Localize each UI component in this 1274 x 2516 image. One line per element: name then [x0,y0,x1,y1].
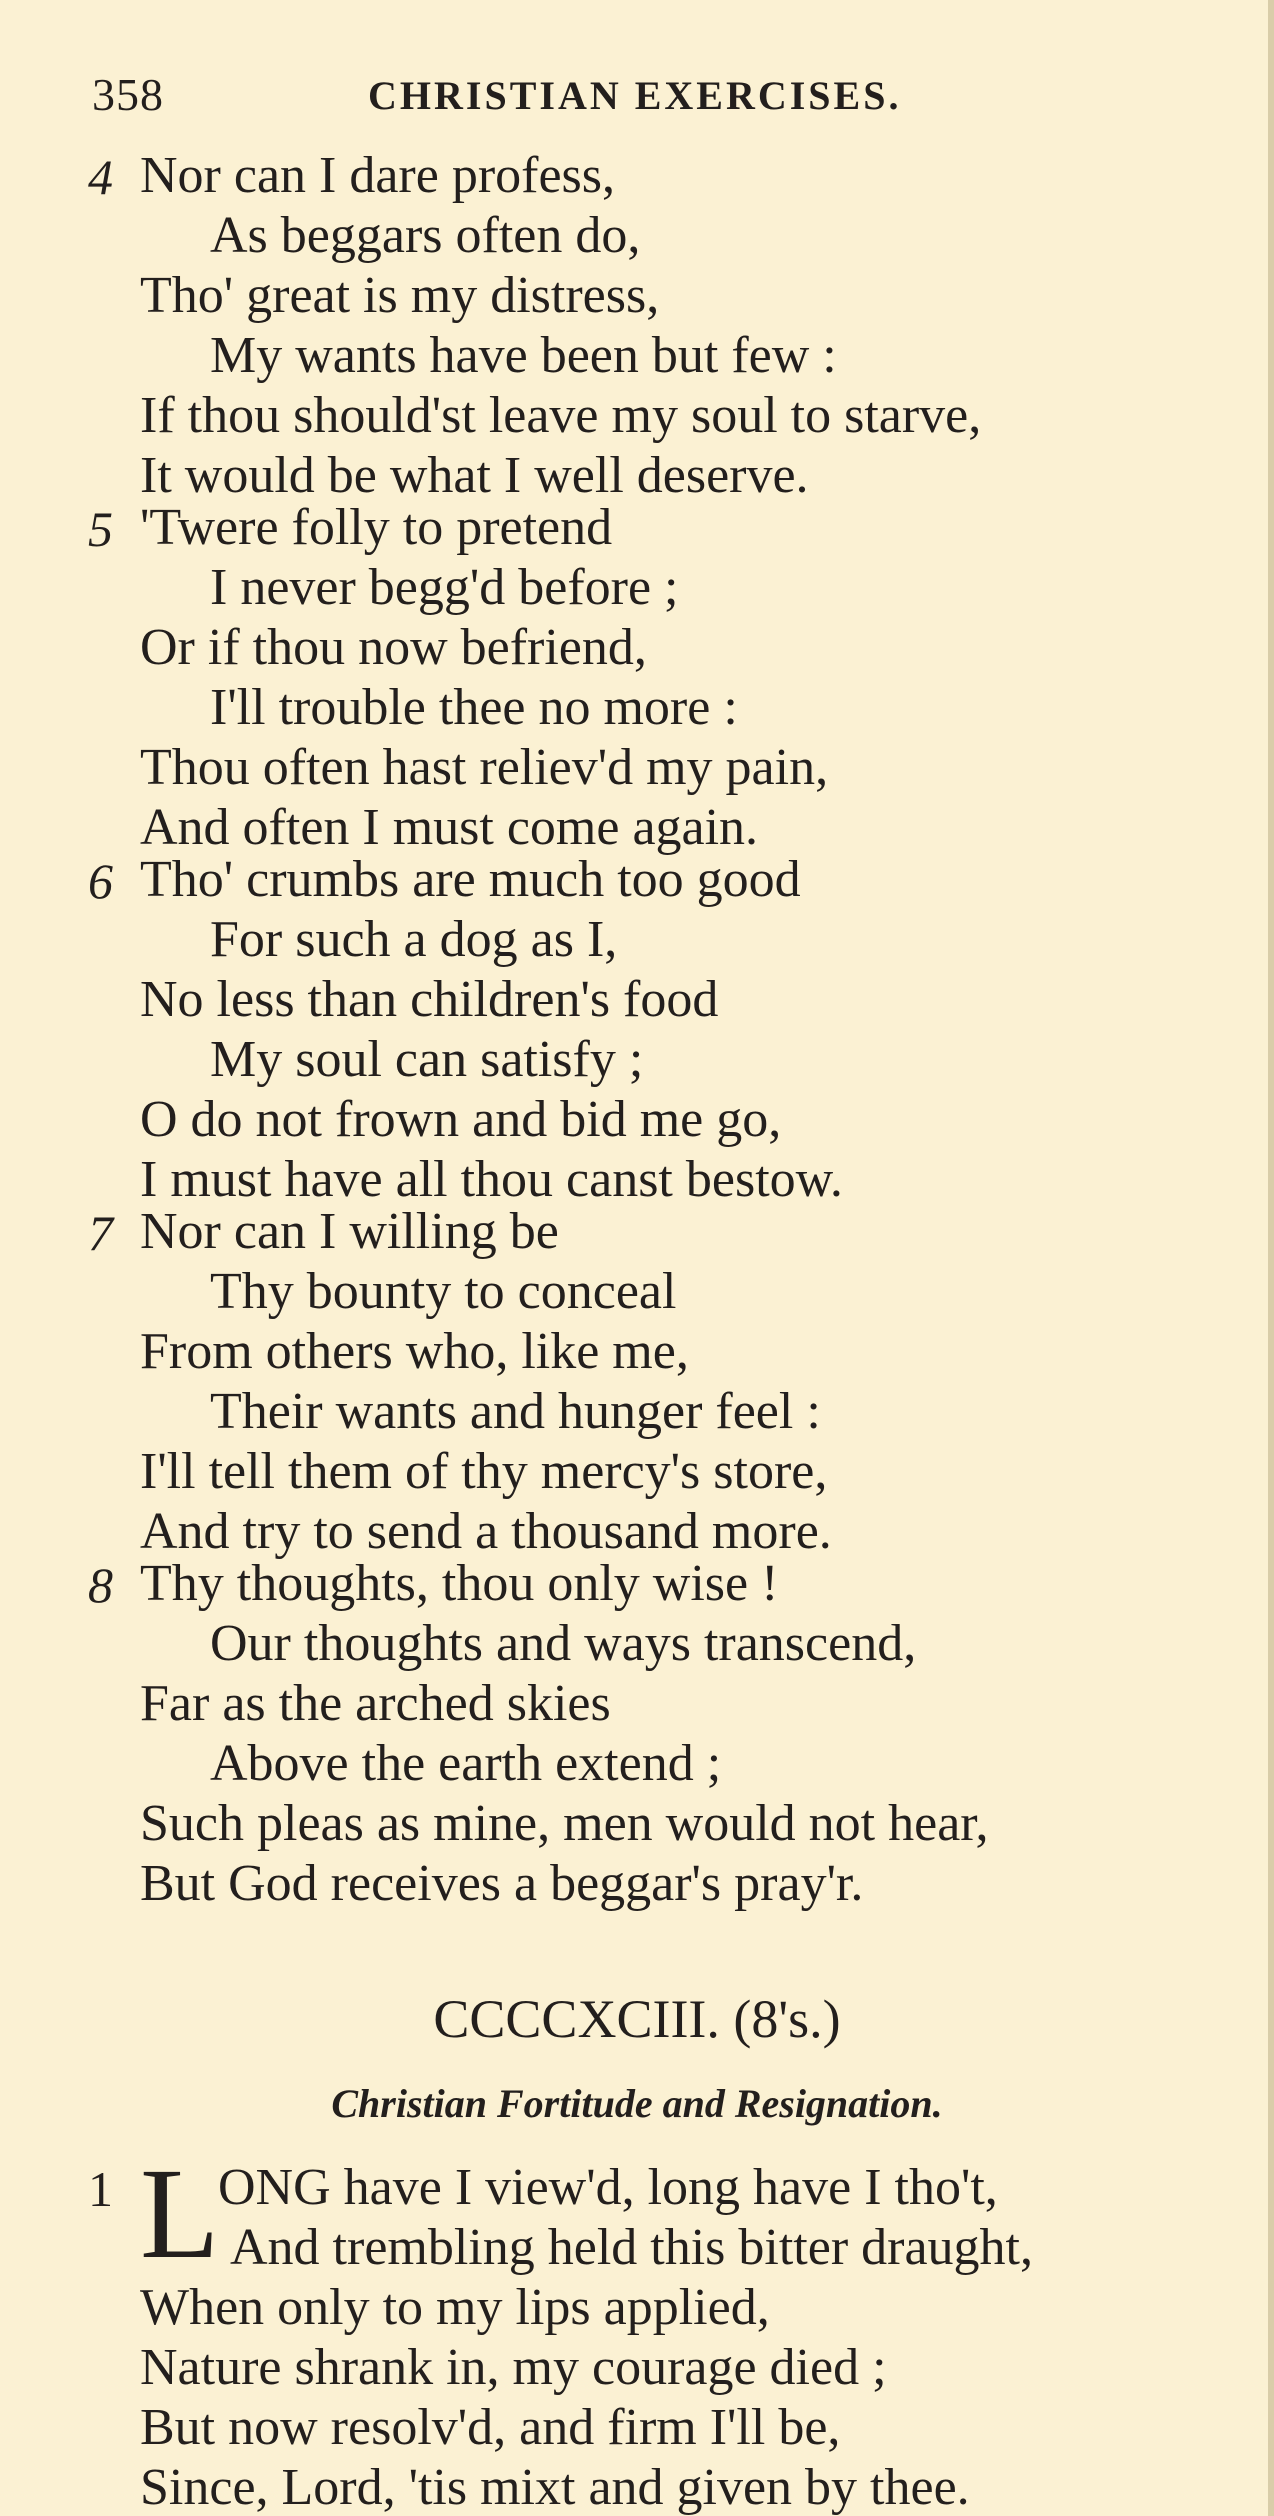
verse-line: 'Twere folly to pretend [140,499,613,556]
verse-line: My wants have been but few : [210,327,837,384]
verse-line: No less than children's food [140,971,719,1028]
verse-line: Nor can I dare profess, [140,147,616,204]
verse-line: But now resolv'd, and firm I'll be, [140,2399,841,2456]
verse-line: Or if thou now befriend, [140,619,647,676]
verse-line: If thou should'st leave my soul to starve, [140,387,982,444]
page-number: 358 [92,69,164,120]
verse-line: Tho' crumbs are much too good [140,851,801,908]
verse-line: From others who, like me, [140,1323,689,1380]
page-edge [1268,0,1274,2516]
verse-line: It would be what I well deserve. [140,447,809,504]
verse-line: When only to my lips applied, [140,2279,770,2336]
verse-line: Far as the arched skies [140,1675,611,1732]
verse-line: As beggars often do, [210,207,641,264]
hymn-subtitle: Christian Fortitude and Resignation. [331,2081,943,2126]
verse-line: And often I must come again. [140,799,759,856]
verse-line: Since, Lord, 'tis mixt and given by thee. [140,2459,970,2516]
stanza-number: 1 [88,2161,113,2217]
stanza-number: 7 [88,1205,113,1261]
stanza-number: 6 [88,853,113,909]
verse-line: Their wants and hunger feel : [210,1383,821,1440]
stanza-number: 4 [88,149,113,205]
verse-line: Tho' great is my distress, [140,267,660,324]
verse-line: Above the earth extend ; [210,1735,722,1792]
verse-line: O do not frown and bid me go, [140,1091,782,1148]
page-header [86,68,966,128]
verse-line: And trembling held this bitter draught, [230,2219,1033,2276]
stanza-number: 5 [88,501,113,557]
verse-line: I'll trouble thee no more : [210,679,738,736]
verse-line: Thy bounty to conceal [210,1263,677,1320]
verse-line: Nor can I willing be [140,1203,559,1260]
verse-line: Such pleas as mine, men would not hear, [140,1795,989,1852]
verse-line: Our thoughts and ways transcend, [210,1615,917,1672]
verse-line: But God receives a beggar's pray'r. [140,1855,864,1912]
verse-line: ONG have I view'd, long have I tho't, [218,2159,998,2216]
stanza-number: 8 [88,1557,113,1613]
verse-line: Nature shrank in, my courage died ; [140,2339,887,2396]
verse-line: Thy thoughts, thou only wise ! [140,1555,779,1612]
verse-line: I must have all thou canst bestow. [140,1151,843,1208]
hymn-title: CCCCXCIII. (8's.) [433,1989,841,2049]
verse-line: My soul can satisfy ; [210,1031,644,1088]
running-title: CHRISTIAN EXERCISES. [368,73,902,118]
verse-line: I'll tell them of thy mercy's store, [140,1443,828,1500]
verse-line: I never begg'd before ; [210,559,679,616]
drop-cap: L [140,2142,220,2286]
verse-line: Thou often hast reliev'd my pain, [140,739,829,796]
verse-line: For such a dog as I, [210,911,618,968]
verse-line: And try to send a thousand more. [140,1503,832,1560]
